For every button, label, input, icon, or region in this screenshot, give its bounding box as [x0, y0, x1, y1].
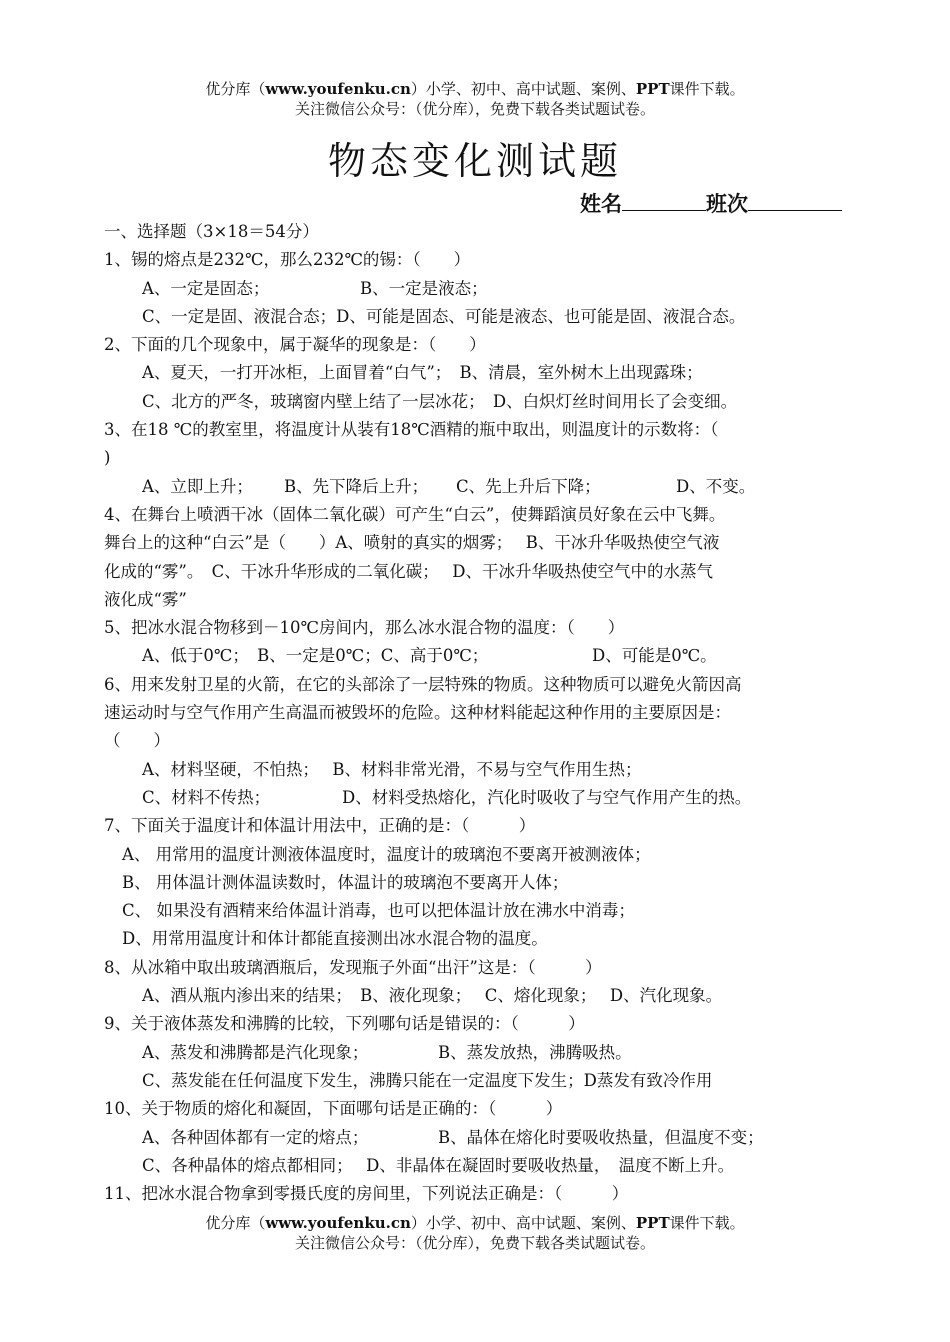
q3-stem-line1: 3、在18 ℃的教室里，将温度计从装有18℃酒精的瓶中取出，则温度计的示数将：（: [104, 420, 719, 440]
q5-options: A、低于0℃； B、一定是0℃；C、高于0℃； D、可能是0℃。: [142, 646, 717, 666]
bottom-banner-line2: 关注微信公众号：（优分库），免费下载各类试题试卷。: [294, 1234, 655, 1252]
q11-stem: 11、把冰水混合物拿到零摄氏度的房间里，下列说法正确是：（ ）: [104, 1184, 629, 1204]
name-blank: [622, 190, 706, 211]
class-label: 班次: [706, 191, 748, 216]
q10-options-cd: C、各种晶体的熔点都相同； D、非晶体在凝固时要吸收热量， 温度不断上升。: [142, 1155, 735, 1175]
q7-option-b: B、 用体温计测体温读数时，体温计的玻璃泡不要离开人体；: [122, 872, 569, 892]
q8-stem: 8、从冰箱中取出玻璃酒瓶后，发现瓶子外面“出汗”这是：（ ）: [104, 957, 602, 977]
q7-option-c: C、 如果没有酒精来给体温计消毒，也可以把体温计放在沸水中消毒；: [122, 901, 635, 921]
q6-line2: 速运动时与空气作用产生高温而被毁坏的危险。这种材料能起这种作用的主要原因是：: [104, 703, 731, 723]
q6-options-cd: C、材料不传热； D、材料受热熔化，汽化时吸收了与空气作用产生的热。: [142, 787, 752, 807]
q9-options-ab: A、蒸发和沸腾都是汽化现象； B、蒸发放热，沸腾吸热。: [142, 1042, 632, 1062]
q6-options-ab: A、材料坚硬，不怕热； B、材料非常光滑，不易与空气作用生热；: [142, 759, 642, 779]
bottom-banner-line1: 优分库（www.youfenku.cn）小学、初中、高中试题、案例、PPT课件下载。: [205, 1214, 745, 1232]
q6-line1: 6、用来发射卫星的火箭，在它的头部涂了一层特殊的物质。这种物质可以避免火箭因高: [104, 674, 742, 694]
q8-options: A、酒从瓶内渗出来的结果； B、液化现象； C、熔化现象； D、汽化现象。: [142, 986, 723, 1006]
q1-options-ab: A、一定是固态； B、一定是液态；: [142, 278, 488, 298]
q10-stem: 10、关于物质的熔化和凝固，下面哪句话是正确的：（ ）: [104, 1099, 563, 1119]
top-banner-line1: 优分库（www.youfenku.cn）小学、初中、高中试题、案例、PPT课件下载。: [205, 80, 745, 98]
name-label: 姓名: [580, 191, 622, 216]
q2-options-ab: A、夏天，一打开冰柜，上面冒着“白气”； B、清晨，室外树木上出现露珠；: [142, 363, 703, 383]
q5-stem: 5、把冰水混合物移到－10℃房间内，那么冰水混合物的温度：（ ）: [104, 618, 625, 638]
section-heading: 一、选择题（3×18＝54分）: [104, 222, 319, 241]
name-class-row: [580, 190, 842, 217]
q4-line2: 舞台上的这种“白云”是（ ）A、喷射的真实的烟雾； B、干冰升华吸热使空气液: [104, 533, 720, 553]
q1-options-cd: C、一定是固、液混合态；D、可能是固态、可能是液态、也可能是固、液混合态。: [142, 306, 746, 326]
q6-line3: （ ）: [104, 731, 170, 751]
top-banner-line2: 关注微信公众号：（优分库），免费下载各类试题试卷。: [294, 100, 655, 118]
q3-stem-line2: ): [104, 448, 111, 468]
q4-line3: 化成的“雾”。 C、干冰升华形成的二氧化碳； D、干冰升华吸热使空气中的水蒸气: [104, 561, 713, 581]
banner-url: www.youfenku.cn: [265, 80, 411, 98]
q9-stem: 9、关于液体蒸发和沸腾的比较，下列哪句话是错误的：（ ）: [104, 1014, 585, 1034]
q2-stem: 2、下面的几个现象中，属于凝华的现象是：（ ）: [104, 335, 486, 355]
q7-option-a: A、 用常用的温度计测液体温度时，温度计的玻璃泡不要离开被测液体；: [122, 844, 651, 864]
q3-options: A、立即上升； B、先下降后上升； C、先上升后下降； D、不变。: [142, 476, 756, 496]
q2-options-cd: C、北方的严冬，玻璃窗内壁上结了一层冰花； D、白炽灯丝时间用长了会变细。: [142, 391, 738, 411]
questions-body: [104, 218, 844, 1208]
class-blank: [748, 190, 842, 211]
q4-line1: 4、在舞台上喷洒干冰（固体二氧化碳）可产生“白云”，使舞蹈演员好象在云中飞舞。: [104, 504, 726, 524]
page-title: 物态变化测试题: [327, 139, 622, 183]
q9-options-cd: C、蒸发能在任何温度下发生，沸腾只能在一定温度下发生；D蒸发有致冷作用: [142, 1070, 713, 1090]
q10-options-ab: A、各种固体都有一定的熔点； B、晶体在熔化时要吸收热量，但温度不变；: [142, 1127, 764, 1147]
q1-stem: 1、锡的熔点是232℃，那么232℃的锡：（ ）: [104, 250, 471, 270]
q7-stem: 7、下面关于温度计和体温计用法中，正确的是：（ ）: [104, 816, 536, 836]
q4-line4: 液化成“雾”: [104, 589, 187, 609]
q7-option-d: D、用常用温度计和体计都能直接测出冰水混合物的温度。: [122, 929, 548, 949]
